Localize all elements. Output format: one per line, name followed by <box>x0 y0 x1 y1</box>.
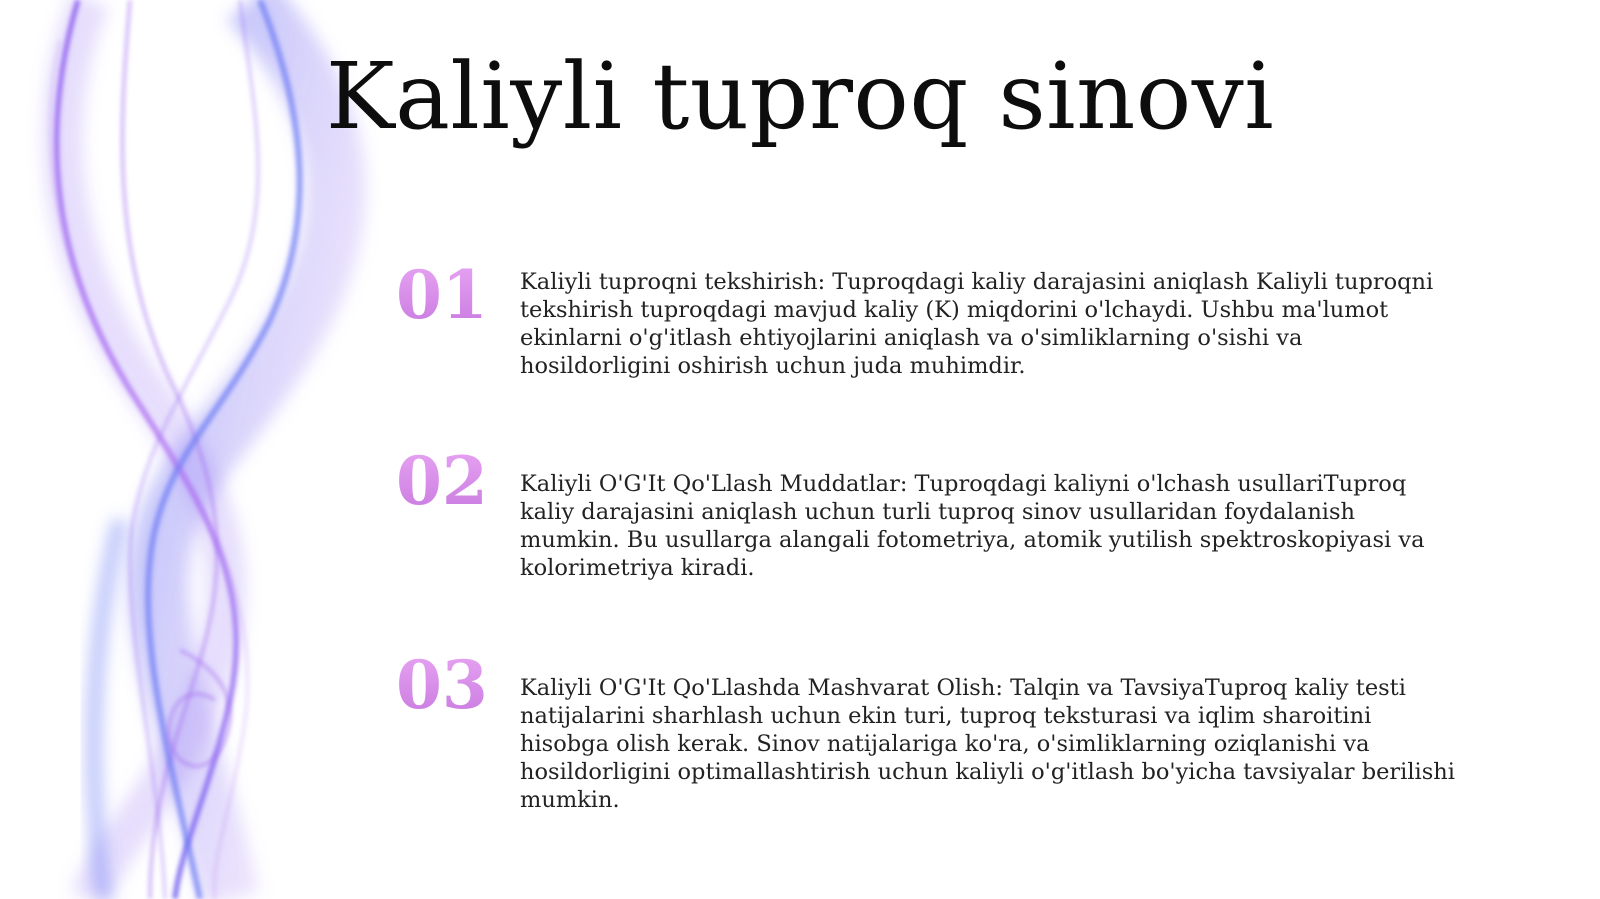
item-text: Kaliyli O'G'It Qo'Llash Muddatlar: Tuproqdagi kaliyni o'lchash usullariTuproq kaliy darajasini aniqlash uchun turli tuproq sinov usullaridan foydalanish mumkin. Bu usullarga alangali fotometriya, atomik yutilish spektroskopiyasi va kolorimetriya kiradi. <box>520 471 1425 581</box>
item-number: 03 <box>396 646 488 724</box>
item-number: 02 <box>396 442 488 520</box>
slide-title: Kaliyli tuproq sinovi <box>325 43 1275 150</box>
item-text: Kaliyli tuproqni tekshirish: Tuproqdagi kaliy darajasini aniqlash Kaliyli tuproqni tekshirish tuproqdagi mavjud kaliy (K) miqdorini o'lchaydi. Ushbu ma'lumot ekinlarni o'g'itlash ehtiyojlarini aniqlash va o'simliklarning o'sishi va hosildorligini oshirish uchun juda muhimdir. <box>520 269 1434 379</box>
item-text: Kaliyli O'G'It Qo'Llashda Mashvarat Olish: Talqin va TavsiyaTuproq kaliy testi natijalarini sharhlash uchun ekin turi, tuproq teksturasi va iqlim sharoitini hisobga olish kerak. Sinov natijalariga ko'ra, o'simliklarning oziqlanishi va hosildorligini optimallashtirish uchun kaliyli o'g'itlash bo'yicha tavsiyalar berilishi mumkin. <box>520 675 1455 813</box>
item-number: 01 <box>396 256 488 334</box>
